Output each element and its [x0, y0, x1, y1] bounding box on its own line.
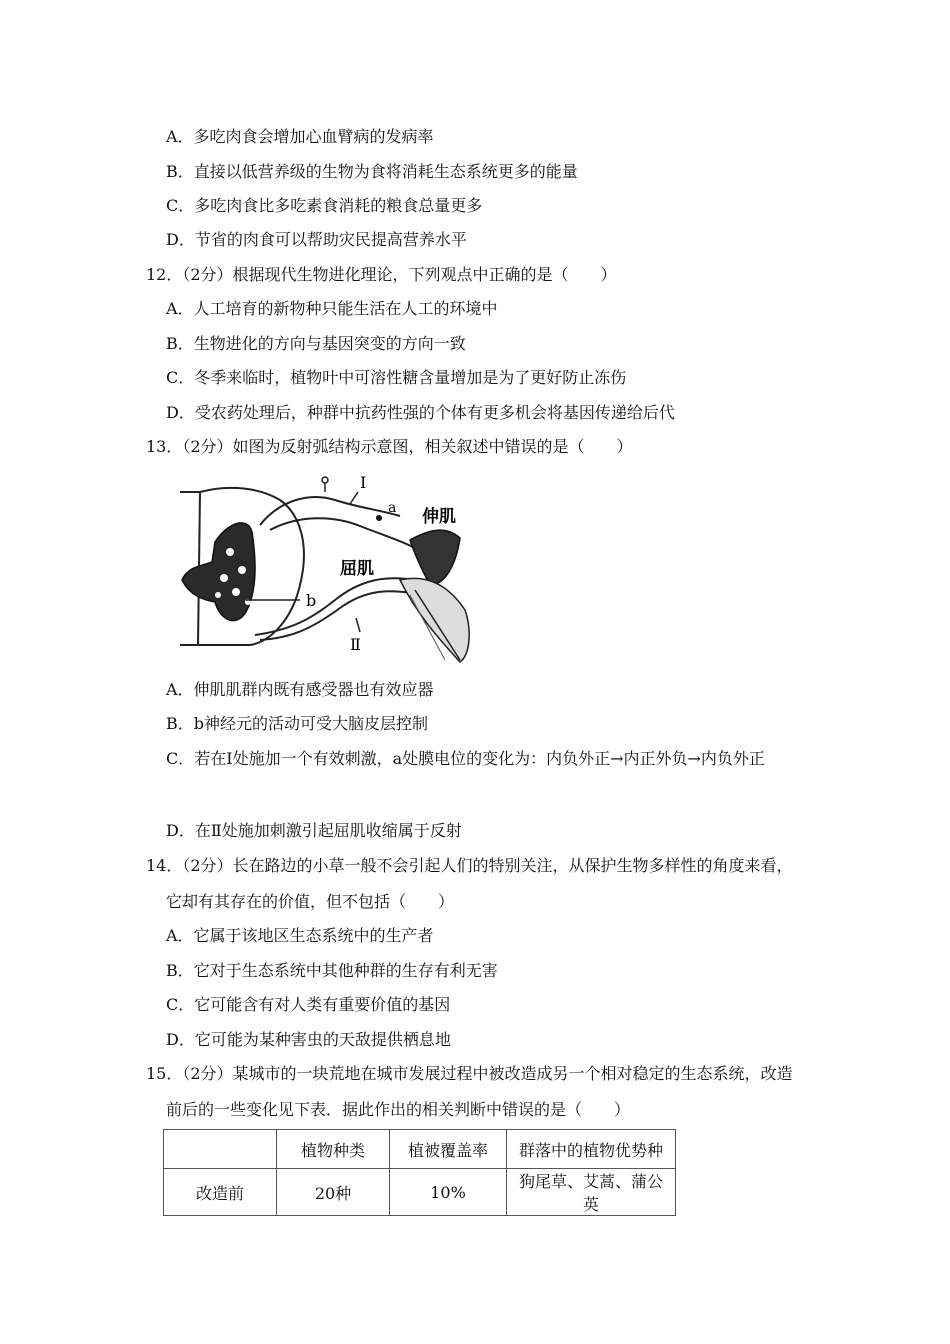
q15-stem-line1: 15．（2分）某城市的一块荒地在城市发展过程中被改造成另一个相对稳定的生态系统，改造 — [146, 1064, 793, 1083]
q12-option-b: B．生物进化的方向与基因突变的方向一致 — [166, 334, 466, 353]
q11-option-d: D．节省的肉食可以帮助灾民提高营养水平 — [166, 230, 467, 249]
table-header-cell: 群落中的植物优势种 — [507, 1130, 676, 1169]
q11-option-a: A．多吃肉食会增加心血臂病的发病率 — [166, 127, 434, 146]
label-roman-1: Ⅰ — [360, 473, 367, 492]
q14-option-a: A．它属于该地区生态系统中的生产者 — [166, 926, 434, 945]
table-cell: 改造前 — [164, 1169, 277, 1216]
table-row — [164, 1169, 676, 1216]
reflex-arc-diagram — [160, 470, 480, 670]
table-cell: 10% — [390, 1169, 507, 1216]
q14-option-c: C．它可能含有对人类有重要价值的基因 — [166, 995, 451, 1014]
q14-option-b: B．它对于生态系统中其他种群的生存有利无害 — [166, 961, 498, 980]
q14-stem-line2: 它却有其存在的价值，但不包括（ ） — [166, 892, 455, 911]
q11-option-b: B．直接以低营养级的生物为食将消耗生态系统更多的能量 — [166, 162, 578, 181]
q12-option-a: A．人工培育的新物种只能生活在人工的环境中 — [166, 299, 498, 318]
table-cell: 20种 — [277, 1169, 390, 1216]
q12-option-d: D．受农药处理后，种群中抗药性强的个体有更多机会将基因传递给后代 — [166, 403, 675, 422]
q13-option-a: A．伸肌肌群内既有感受器也有效应器 — [166, 680, 434, 699]
label-extensor: 伸肌 — [422, 507, 456, 527]
q15-table — [163, 1129, 676, 1216]
q13-stem: 13．（2分）如图为反射弧结构示意图，相关叙述中错误的是（ ） — [146, 437, 633, 456]
table-header-row — [164, 1130, 676, 1169]
q12-option-c: C．冬季来临时，植物叶中可溶性糖含量增加是为了更好防止冻伤 — [166, 368, 627, 387]
label-roman-2: Ⅱ — [350, 635, 361, 654]
q14-option-d: D．它可能为某种害虫的天敌提供栖息地 — [166, 1030, 451, 1049]
table-header-cell: 植物种类 — [277, 1130, 390, 1169]
q15-stem-line2: 前后的一些变化见下表．据此作出的相关判断中错误的是（ ） — [166, 1100, 631, 1119]
q13-option-b: B．b神经元的活动可受大脑皮层控制 — [166, 714, 429, 733]
q13-option-c: C．若在Ⅰ处施加一个有效刺激，a处膜电位的变化为：内负外正→内正外负→内负外正 — [166, 749, 765, 768]
table-header-cell — [164, 1130, 277, 1169]
label-b: b — [306, 591, 317, 610]
q14-stem-line1: 14．（2分）长在路边的小草一般不会引起人们的特别关注，从保护生物多样性的角度来看， — [146, 856, 793, 875]
label-flexor: 屈肌 — [340, 559, 374, 579]
label-a: a — [388, 500, 397, 516]
q13-option-d: D．在Ⅱ处施加刺激引起屈肌收缩属于反射 — [166, 821, 462, 840]
q11-option-c: C．多吃肉食比多吃素食消耗的粮食总量更多 — [166, 196, 483, 215]
table-header-cell: 植被覆盖率 — [390, 1130, 507, 1169]
q12-stem: 12．（2分）根据现代生物进化理论，下列观点中正确的是（ ） — [146, 265, 617, 284]
table-cell: 狗尾草、艾蒿、蒲公英 — [507, 1169, 676, 1216]
